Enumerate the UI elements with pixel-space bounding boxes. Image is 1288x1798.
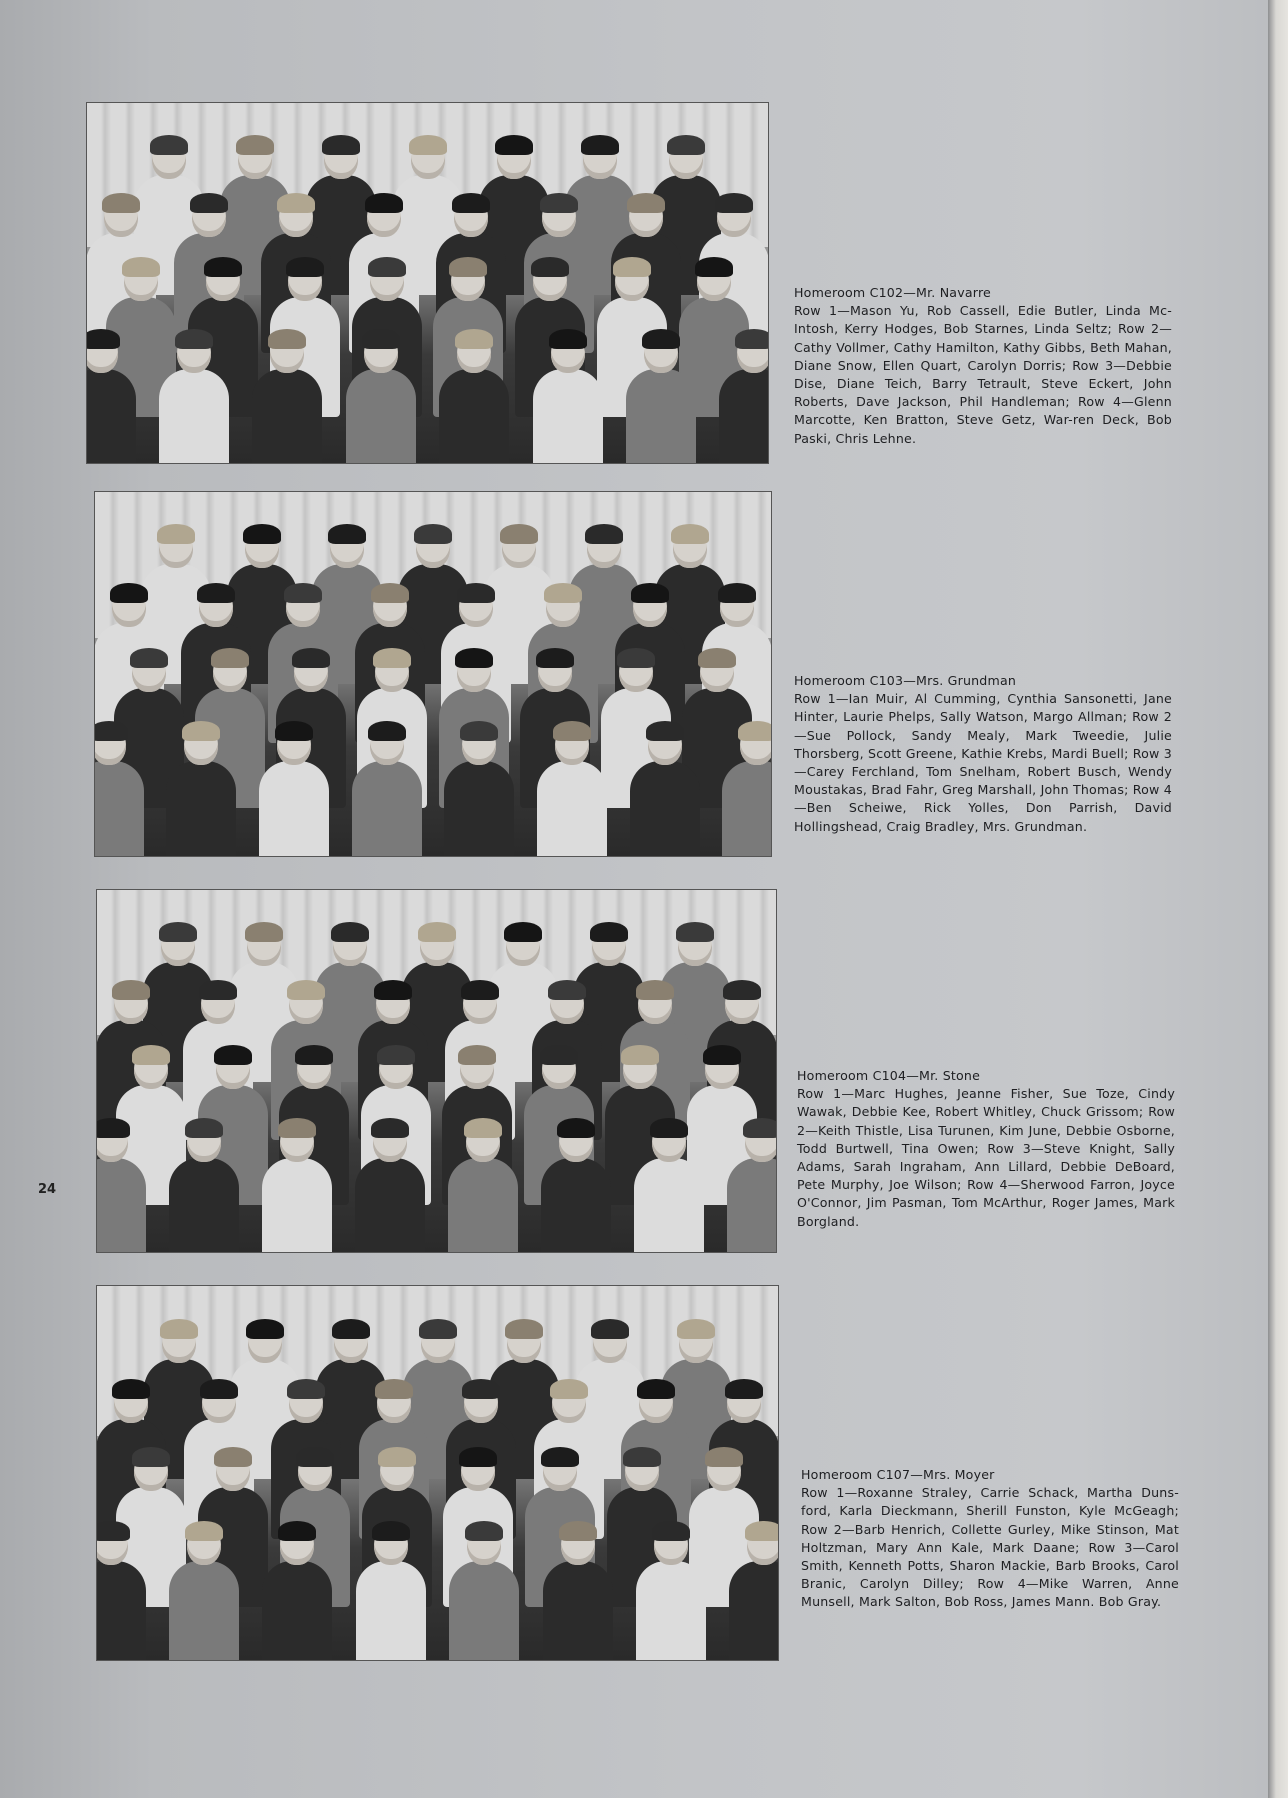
student-hair bbox=[414, 524, 452, 544]
student-hair bbox=[322, 135, 360, 155]
student-hair bbox=[465, 1521, 503, 1541]
student-hair bbox=[559, 1521, 597, 1541]
student-hair bbox=[464, 1118, 502, 1138]
student-figure bbox=[352, 761, 422, 857]
student-hair bbox=[150, 135, 188, 155]
student-hair bbox=[703, 1045, 741, 1065]
student-hair bbox=[331, 922, 369, 942]
student-hair bbox=[540, 193, 578, 213]
student-hair bbox=[531, 257, 569, 277]
student-hair bbox=[495, 135, 533, 155]
student-figure bbox=[262, 1561, 332, 1661]
student-figure bbox=[727, 1158, 777, 1253]
student-hair bbox=[549, 329, 587, 349]
student-figure bbox=[259, 761, 329, 857]
student-hair bbox=[287, 980, 325, 1000]
student-hair bbox=[96, 1521, 130, 1541]
homeroom-title: Homeroom C103—Mrs. Grundman bbox=[794, 673, 1017, 688]
student-hair bbox=[557, 1118, 595, 1138]
student-hair bbox=[621, 1045, 659, 1065]
student-hair bbox=[637, 1379, 675, 1399]
students-group bbox=[97, 919, 776, 1252]
student-hair bbox=[185, 1521, 223, 1541]
student-hair bbox=[268, 329, 306, 349]
student-figure bbox=[722, 761, 772, 857]
student-hair bbox=[667, 135, 705, 155]
student-figure bbox=[537, 761, 607, 857]
student-figure bbox=[166, 761, 236, 857]
student-hair bbox=[214, 1045, 252, 1065]
student-hair bbox=[287, 1379, 325, 1399]
student-hair bbox=[328, 524, 366, 544]
student-hair bbox=[278, 1118, 316, 1138]
student-hair bbox=[368, 257, 406, 277]
student-hair bbox=[544, 583, 582, 603]
student-hair bbox=[449, 257, 487, 277]
student-hair bbox=[627, 193, 665, 213]
student-figure bbox=[626, 369, 696, 464]
student-hair bbox=[159, 922, 197, 942]
homeroom-c103-caption bbox=[794, 672, 1172, 836]
student-hair bbox=[461, 980, 499, 1000]
student-figure bbox=[355, 1158, 425, 1253]
student-figure bbox=[86, 369, 136, 464]
student-hair bbox=[459, 1447, 497, 1467]
homeroom-names: Row 1—Mason Yu, Rob Cassell, Edie Butler, Linda Mc-Intosh, Kerry Hodges, Bob Starnes, Linda Seltz; Row 2—Cathy Vollmer, Cathy Hamilton, Kathy Gibbs, Beth Mahan, Diane Snow, Ellen Quart, Carolyn Dorris; Row 3—Debbie Dise, Diane Teich, Barry Tetrault, Steve Eckert, John Roberts, Dave Jackson, Phil Handleman; Row 4—Glenn Marcotte, Ken Bratton, Steve Getz, War-ren Deck, Bob Paski, Chris Lehne. bbox=[794, 303, 1172, 446]
homeroom-title: Homeroom C104—Mr. Stone bbox=[797, 1068, 981, 1083]
student-hair bbox=[245, 922, 283, 942]
student-hair bbox=[418, 922, 456, 942]
student-hair bbox=[540, 1045, 578, 1065]
student-hair bbox=[504, 922, 542, 942]
student-hair bbox=[200, 1379, 238, 1399]
homeroom-title: Homeroom C107—Mrs. Moyer bbox=[801, 1467, 995, 1482]
student-hair bbox=[671, 524, 709, 544]
homeroom-c107-photo bbox=[96, 1285, 779, 1661]
student-hair bbox=[652, 1521, 690, 1541]
students-group bbox=[87, 132, 768, 463]
student-hair bbox=[455, 648, 493, 668]
student-hair bbox=[277, 193, 315, 213]
student-hair bbox=[646, 721, 684, 741]
homeroom-c104-caption bbox=[797, 1067, 1175, 1231]
student-hair bbox=[636, 980, 674, 1000]
student-hair bbox=[157, 524, 195, 544]
student-hair bbox=[286, 257, 324, 277]
homeroom-names: Row 1—Ian Muir, Al Cumming, Cynthia Sansonetti, Jane Hinter, Laurie Phelps, Sally Watson, Margo Allman; Row 2—Sue Pollock, Sandy Mealy, Mark Tweedie, Julie Thorsberg, Scott Greene, Kathie Krebs, Mardi Buell; Row 3—Carey Ferchland, Tom Snelham, Robert Busch, Wendy Moustakas, Brad Fahr, Greg Marshall, John Thomas; Row 4—Ben Scheiwe, Rick Yolles, Don Parrish, David Hollingshead, Craig Bradley, Mrs. Grundman. bbox=[794, 691, 1172, 834]
student-hair bbox=[204, 257, 242, 277]
homeroom-title: Homeroom C102—Mr. Navarre bbox=[794, 285, 992, 300]
homeroom-c103-photo bbox=[94, 491, 772, 857]
student-hair bbox=[372, 1521, 410, 1541]
student-hair bbox=[246, 1319, 284, 1339]
student-figure bbox=[630, 761, 700, 857]
student-figure bbox=[729, 1561, 779, 1661]
student-hair bbox=[236, 135, 274, 155]
student-hair bbox=[368, 721, 406, 741]
student-hair bbox=[160, 1319, 198, 1339]
student-hair bbox=[175, 329, 213, 349]
student-hair bbox=[214, 1447, 252, 1467]
student-hair bbox=[591, 1319, 629, 1339]
student-hair bbox=[278, 1521, 316, 1541]
student-hair bbox=[455, 329, 493, 349]
students-group bbox=[97, 1316, 778, 1660]
student-hair bbox=[362, 329, 400, 349]
homeroom-names: Row 1—Roxanne Straley, Carrie Schack, Martha Duns-ford, Karla Dieckmann, Sherill Funston, Kyle McGeagh; Row 2—Barb Henrich, Collette Gurley, Mike Stinson, Mat Holtzman, Mary Ann Kale, Mark Daane; Row 3—Carol Smith, Kenneth Potts, Sharon Mackie, Barb Brooks, Carol Branic, Carolyn Dilley; Row 4—Mike Warren, Anne Munsell, Mark Salton, Bob Ross, James Mann. Bob Gray. bbox=[801, 1485, 1179, 1610]
student-hair bbox=[548, 980, 586, 1000]
homeroom-c107-caption bbox=[801, 1466, 1179, 1612]
student-hair bbox=[536, 648, 574, 668]
student-hair bbox=[613, 257, 651, 277]
student-figure bbox=[169, 1158, 239, 1253]
student-figure bbox=[252, 369, 322, 464]
student-hair bbox=[292, 648, 330, 668]
student-figure bbox=[356, 1561, 426, 1661]
student-figure bbox=[94, 761, 144, 857]
student-hair bbox=[374, 980, 412, 1000]
student-figure bbox=[169, 1561, 239, 1661]
students-group bbox=[95, 521, 771, 856]
student-hair bbox=[718, 583, 756, 603]
student-hair bbox=[122, 257, 160, 277]
student-hair bbox=[695, 257, 733, 277]
student-hair bbox=[243, 524, 281, 544]
student-hair bbox=[460, 721, 498, 741]
student-hair bbox=[110, 583, 148, 603]
student-hair bbox=[296, 1447, 334, 1467]
student-hair bbox=[371, 1118, 409, 1138]
student-hair bbox=[275, 721, 313, 741]
student-hair bbox=[617, 648, 655, 668]
student-hair bbox=[94, 721, 128, 741]
student-hair bbox=[419, 1319, 457, 1339]
student-hair bbox=[677, 1319, 715, 1339]
student-hair bbox=[190, 193, 228, 213]
student-hair bbox=[112, 1379, 150, 1399]
student-figure bbox=[533, 369, 603, 464]
student-hair bbox=[132, 1447, 170, 1467]
student-hair bbox=[182, 721, 220, 741]
student-hair bbox=[735, 329, 769, 349]
student-hair bbox=[332, 1319, 370, 1339]
student-hair bbox=[86, 329, 120, 349]
student-hair bbox=[623, 1447, 661, 1467]
student-hair bbox=[365, 193, 403, 213]
student-hair bbox=[550, 1379, 588, 1399]
student-hair bbox=[541, 1447, 579, 1467]
student-hair bbox=[130, 648, 168, 668]
homeroom-c102-caption bbox=[794, 284, 1172, 448]
student-hair bbox=[96, 1118, 130, 1138]
student-hair bbox=[725, 1379, 763, 1399]
student-hair bbox=[590, 922, 628, 942]
page-number: 24 bbox=[38, 1182, 57, 1197]
homeroom-c102-photo bbox=[86, 102, 769, 464]
student-hair bbox=[715, 193, 753, 213]
student-hair bbox=[371, 583, 409, 603]
student-hair bbox=[553, 721, 591, 741]
student-figure bbox=[543, 1561, 613, 1661]
student-hair bbox=[197, 583, 235, 603]
student-hair bbox=[743, 1118, 777, 1138]
student-hair bbox=[642, 329, 680, 349]
student-hair bbox=[132, 1045, 170, 1065]
student-hair bbox=[211, 648, 249, 668]
student-figure bbox=[96, 1561, 146, 1661]
student-hair bbox=[375, 1379, 413, 1399]
student-hair bbox=[585, 524, 623, 544]
student-figure bbox=[719, 369, 769, 464]
student-hair bbox=[295, 1045, 333, 1065]
student-hair bbox=[457, 583, 495, 603]
student-hair bbox=[581, 135, 619, 155]
student-hair bbox=[458, 1045, 496, 1065]
student-hair bbox=[284, 583, 322, 603]
student-hair bbox=[102, 193, 140, 213]
student-hair bbox=[698, 648, 736, 668]
student-hair bbox=[500, 524, 538, 544]
student-hair bbox=[199, 980, 237, 1000]
student-hair bbox=[723, 980, 761, 1000]
homeroom-c104-photo bbox=[96, 889, 777, 1253]
student-hair bbox=[185, 1118, 223, 1138]
student-hair bbox=[462, 1379, 500, 1399]
student-figure bbox=[449, 1561, 519, 1661]
student-hair bbox=[676, 922, 714, 942]
student-hair bbox=[705, 1447, 743, 1467]
student-figure bbox=[448, 1158, 518, 1253]
student-hair bbox=[452, 193, 490, 213]
student-hair bbox=[505, 1319, 543, 1339]
student-hair bbox=[409, 135, 447, 155]
page-edge bbox=[1268, 0, 1288, 1798]
student-hair bbox=[745, 1521, 779, 1541]
student-figure bbox=[262, 1158, 332, 1253]
student-hair bbox=[377, 1045, 415, 1065]
homeroom-names: Row 1—Marc Hughes, Jeanne Fisher, Sue Toze, Cindy Wawak, Debbie Kee, Robert Whitley, Chuck Grissom; Row 2—Keith Thistle, Lisa Turunen, Kim June, Debbie Osborne, Todd Burtwell, Tina Owen; Row 3—Steve Knight, Sally Adams, Sarah Ingraham, Ann Lillard, Debbie DeBoard, Pete Murphy, Joe Wilson; Row 4—Sherwood Farron, Joyce O'Connor, Jim Pasman, Tom McArthur, Roger James, Mark Borgland. bbox=[797, 1086, 1175, 1229]
student-figure bbox=[636, 1561, 706, 1661]
student-figure bbox=[444, 761, 514, 857]
student-hair bbox=[373, 648, 411, 668]
student-figure bbox=[541, 1158, 611, 1253]
student-hair bbox=[650, 1118, 688, 1138]
student-figure bbox=[346, 369, 416, 464]
student-hair bbox=[112, 980, 150, 1000]
student-hair bbox=[378, 1447, 416, 1467]
student-figure bbox=[159, 369, 229, 464]
student-figure bbox=[634, 1158, 704, 1253]
student-hair bbox=[738, 721, 772, 741]
student-hair bbox=[631, 583, 669, 603]
student-figure bbox=[439, 369, 509, 464]
student-figure bbox=[96, 1158, 146, 1253]
